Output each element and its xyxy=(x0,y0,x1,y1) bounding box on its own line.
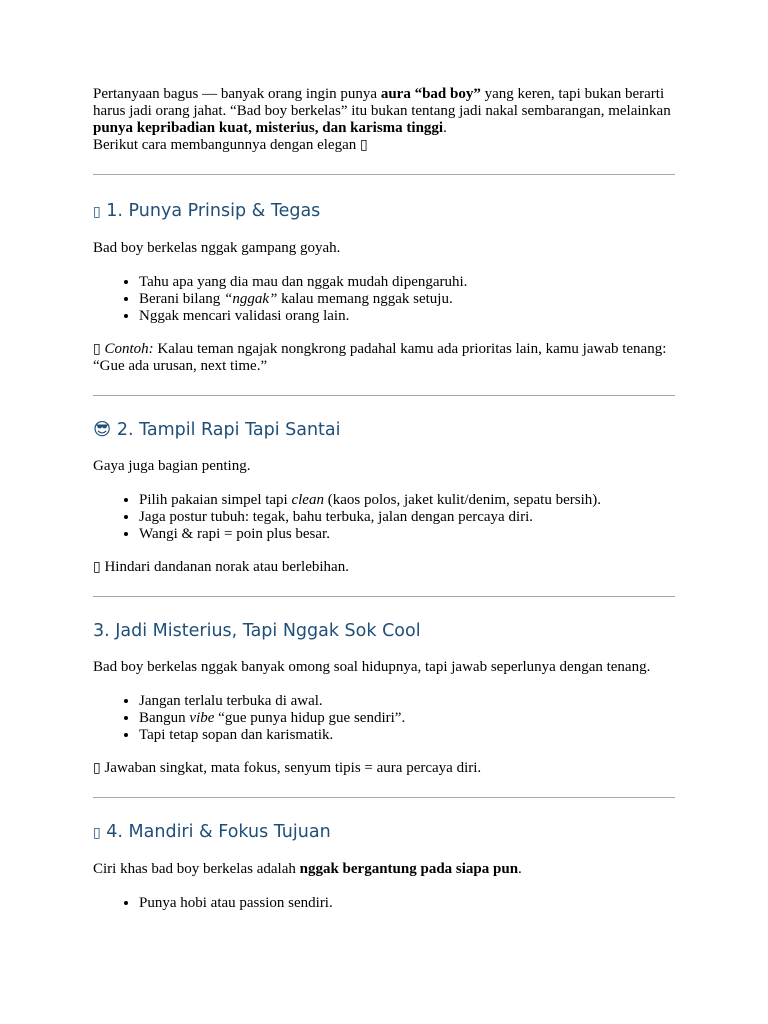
note-text: Hindari dandanan norak atau berlebihan. xyxy=(100,559,349,575)
divider xyxy=(93,395,675,396)
missing-emoji-glyph: ▯ xyxy=(359,137,368,153)
list-item xyxy=(139,274,675,291)
intro-paragraph xyxy=(93,86,675,154)
section-4-paragraph xyxy=(93,861,675,878)
list-item xyxy=(139,710,675,727)
list-item-text: Nggak mencari validasi orang lain. xyxy=(139,308,350,324)
list-item-text: Berani bilang xyxy=(139,291,224,307)
list-item xyxy=(139,291,675,308)
section-2-heading-text: 2. Tampil Rapi Tapi Santai xyxy=(111,420,341,440)
list-item-text: Wangi & rapi = poin plus besar. xyxy=(139,526,330,542)
section-3-list xyxy=(93,693,675,744)
section-4-heading xyxy=(93,821,675,844)
intro-bold-kepribadian: punya kepribadian kuat, misterius, dan karisma tinggi xyxy=(93,120,444,136)
section-4-heading-text: 4. Mandiri & Fokus Tujuan xyxy=(100,822,331,842)
list-item xyxy=(139,727,675,744)
paragraph-text: Ciri khas bad boy berkelas adalah xyxy=(93,861,300,877)
list-item-text: Jaga postur tubuh: tegak, bahu terbuka, jalan dengan percaya diri. xyxy=(139,509,534,525)
section-1-note xyxy=(93,341,675,375)
intro-bold-aura: aura “bad boy” xyxy=(380,86,481,102)
document-body xyxy=(93,86,675,912)
section-2-list xyxy=(93,492,675,543)
list-item-text: Pilih pakaian simpel tapi xyxy=(139,492,292,508)
missing-emoji-glyph: ▯ xyxy=(93,204,101,220)
note-text: Jawaban singkat, mata fokus, senyum tipis = aura percaya diri. xyxy=(100,760,482,776)
section-1-list xyxy=(93,274,675,325)
list-item-text: Punya hobi atau passion sendiri. xyxy=(139,895,333,911)
section-1-heading-text: 1. Punya Prinsip & Tegas xyxy=(100,201,321,221)
list-item-text: “gue punya hidup gue sendiri”. xyxy=(214,710,406,726)
list-item-emphasis: “nggak” xyxy=(223,291,278,307)
paragraph-text: . xyxy=(518,861,522,877)
list-item-text: (kaos polos, jaket kulit/denim, sepatu bersih). xyxy=(323,492,601,508)
list-item xyxy=(139,492,675,509)
section-3-note xyxy=(93,760,675,777)
paragraph-bold: nggak bergantung pada siapa pun xyxy=(299,861,519,877)
divider xyxy=(93,174,675,175)
list-item xyxy=(139,308,675,325)
section-1-heading xyxy=(93,200,675,223)
missing-emoji-glyph: ▯ xyxy=(93,341,101,357)
note-label: Contoh: xyxy=(100,341,154,357)
intro-line-2: Berikut cara membangunnya dengan elegan xyxy=(93,137,360,153)
section-1-paragraph: Bad boy berkelas nggak gampang goyah. xyxy=(93,240,341,256)
list-item xyxy=(139,895,675,912)
list-item xyxy=(139,693,675,710)
missing-emoji-glyph: ▯ xyxy=(93,559,101,575)
intro-text-1: Pertanyaan bagus — banyak orang ingin punya xyxy=(93,86,381,102)
list-item-text: kalau memang nggak setuju. xyxy=(277,291,453,307)
intro-text-3: . xyxy=(443,120,447,136)
list-item-text: Jangan terlalu terbuka di awal. xyxy=(139,693,323,709)
section-4-list xyxy=(93,895,675,912)
intro-text-2: yang keren, tapi bukan berarti harus jadi orang jahat. “Bad boy berkelas” itu bukan tentang jadi nakal sembarangan, melainkan xyxy=(93,86,671,119)
section-2-note xyxy=(93,559,675,576)
section-3-heading-text: 3. Jadi Misterius, Tapi Nggak Sok Cool xyxy=(93,621,421,641)
missing-emoji-glyph: ▯ xyxy=(93,760,101,776)
sunglasses-icon: 😎 xyxy=(93,420,112,440)
list-item xyxy=(139,526,675,543)
section-2-paragraph: Gaya juga bagian penting. xyxy=(93,458,251,474)
divider xyxy=(93,596,675,597)
section-2-heading xyxy=(93,419,675,441)
list-item xyxy=(139,509,675,526)
list-item-text: Bangun xyxy=(139,710,190,726)
list-item-emphasis: vibe xyxy=(189,710,215,726)
section-3-paragraph: Bad boy berkelas nggak banyak omong soal hidupnya, tapi jawab seperlunya dengan tenang. xyxy=(93,659,651,675)
section-3-heading xyxy=(93,620,675,642)
list-item-emphasis: clean xyxy=(291,492,324,508)
note-text: Kalau teman ngajak nongkrong padahal kamu ada prioritas lain, kamu jawab tenang: “Gue ada urusan, next time.” xyxy=(93,341,667,374)
list-item-text: Tapi tetap sopan dan karismatik. xyxy=(139,727,334,743)
missing-emoji-glyph: ▯ xyxy=(93,825,101,841)
list-item-text: Tahu apa yang dia mau dan nggak mudah dipengaruhi. xyxy=(139,274,468,290)
divider xyxy=(93,797,675,798)
